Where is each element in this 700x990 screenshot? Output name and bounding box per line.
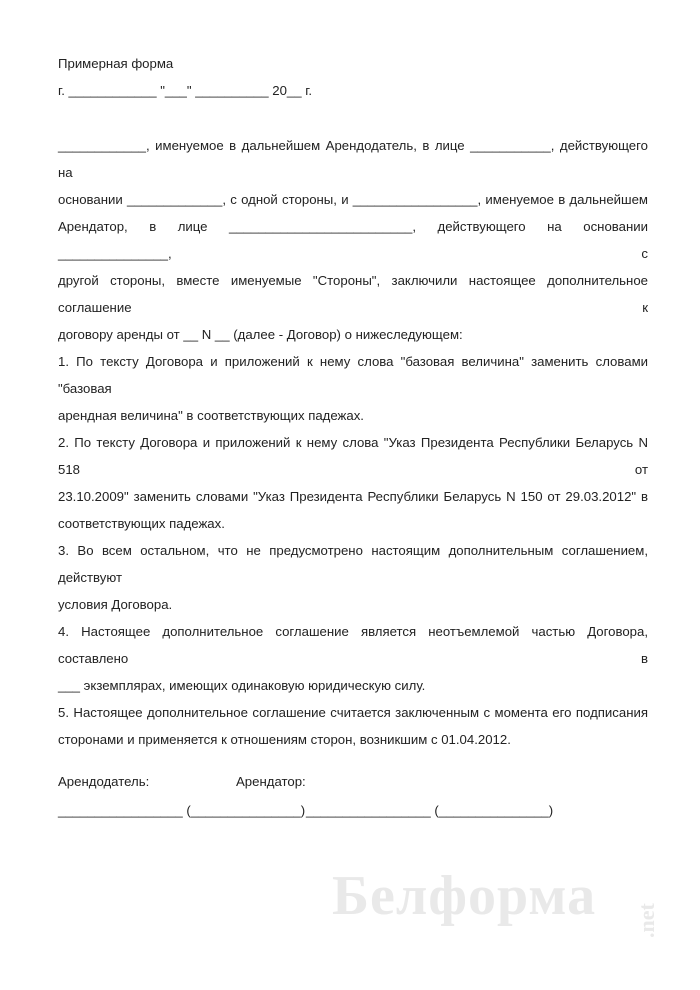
- clause-4: [58, 618, 648, 699]
- clause-line: ___ экземплярах, имеющих одинаковую юридическую силу.: [58, 678, 426, 693]
- clause-line: сторонами и применяется к отношениям сторон, возникшим с 01.04.2012.: [58, 732, 511, 747]
- clause-line: соответствующих падежах.: [58, 516, 225, 531]
- lessor-label: Арендодатель:: [58, 774, 150, 789]
- clause-line: 1. По тексту Договора и приложений к нему слова "базовая величина" заменить словами "базовая: [58, 354, 648, 396]
- clause-line: 2. По тексту Договора и приложений к нему слова "Указ Президента Республики Беларусь N 518 от: [58, 435, 648, 477]
- clause-line: 3. Во всем остальном, что не предусмотрено настоящим дополнительным соглашением, действуют: [58, 543, 648, 585]
- preamble-line: договору аренды от __ N __ (далее - Договор) о нижеследующем:: [58, 327, 463, 342]
- clause-1: [58, 348, 648, 429]
- clause-line: 5. Настоящее дополнительное соглашение считается заключенным с момента его подписания: [58, 705, 648, 720]
- document-page: [58, 50, 648, 824]
- watermark-suffix: .net: [634, 903, 659, 938]
- clause-line: 23.10.2009" заменить словами "Указ Президента Республики Беларусь N 150 от 29.03.2012" в: [58, 489, 648, 504]
- preamble-line: ____________, именуемое в дальнейшем Арендодатель, в лице ___________, действующего на: [58, 138, 648, 180]
- clause-5: [58, 699, 648, 753]
- preamble-line: основании _____________, с одной стороны, и _________________, именуемое в дальнейшем: [58, 192, 648, 207]
- lessee-signature-line: _________________ (_______________): [306, 803, 554, 818]
- place-date-line: г. ____________ "___" __________ 20__ г.: [58, 83, 313, 98]
- preamble-line: другой стороны, вместе именуемые "Стороны", заключили настоящее дополнительное соглашение к: [58, 273, 648, 315]
- signature-labels: [58, 768, 648, 795]
- spacer: [58, 104, 648, 132]
- preamble: [58, 132, 648, 348]
- watermark-brand: Белформа: [332, 865, 597, 927]
- clause-line: условия Договора.: [58, 597, 173, 612]
- clause-line: 4. Настоящее дополнительное соглашение является неотъемлемой частью Договора, составлено в: [58, 624, 648, 666]
- form-title: Примерная форма: [58, 56, 174, 71]
- clause-3: [58, 537, 648, 618]
- signature-lines: [58, 797, 648, 824]
- lessee-label: Арендатор:: [236, 774, 306, 789]
- clause-2: [58, 429, 648, 537]
- lessor-signature-line: _________________ (_______________): [58, 803, 306, 818]
- clause-line: арендная величина" в соответствующих падежах.: [58, 408, 364, 423]
- preamble-line: Арендатор, в лице _________________________, действующего на основании _______________, с: [58, 219, 648, 261]
